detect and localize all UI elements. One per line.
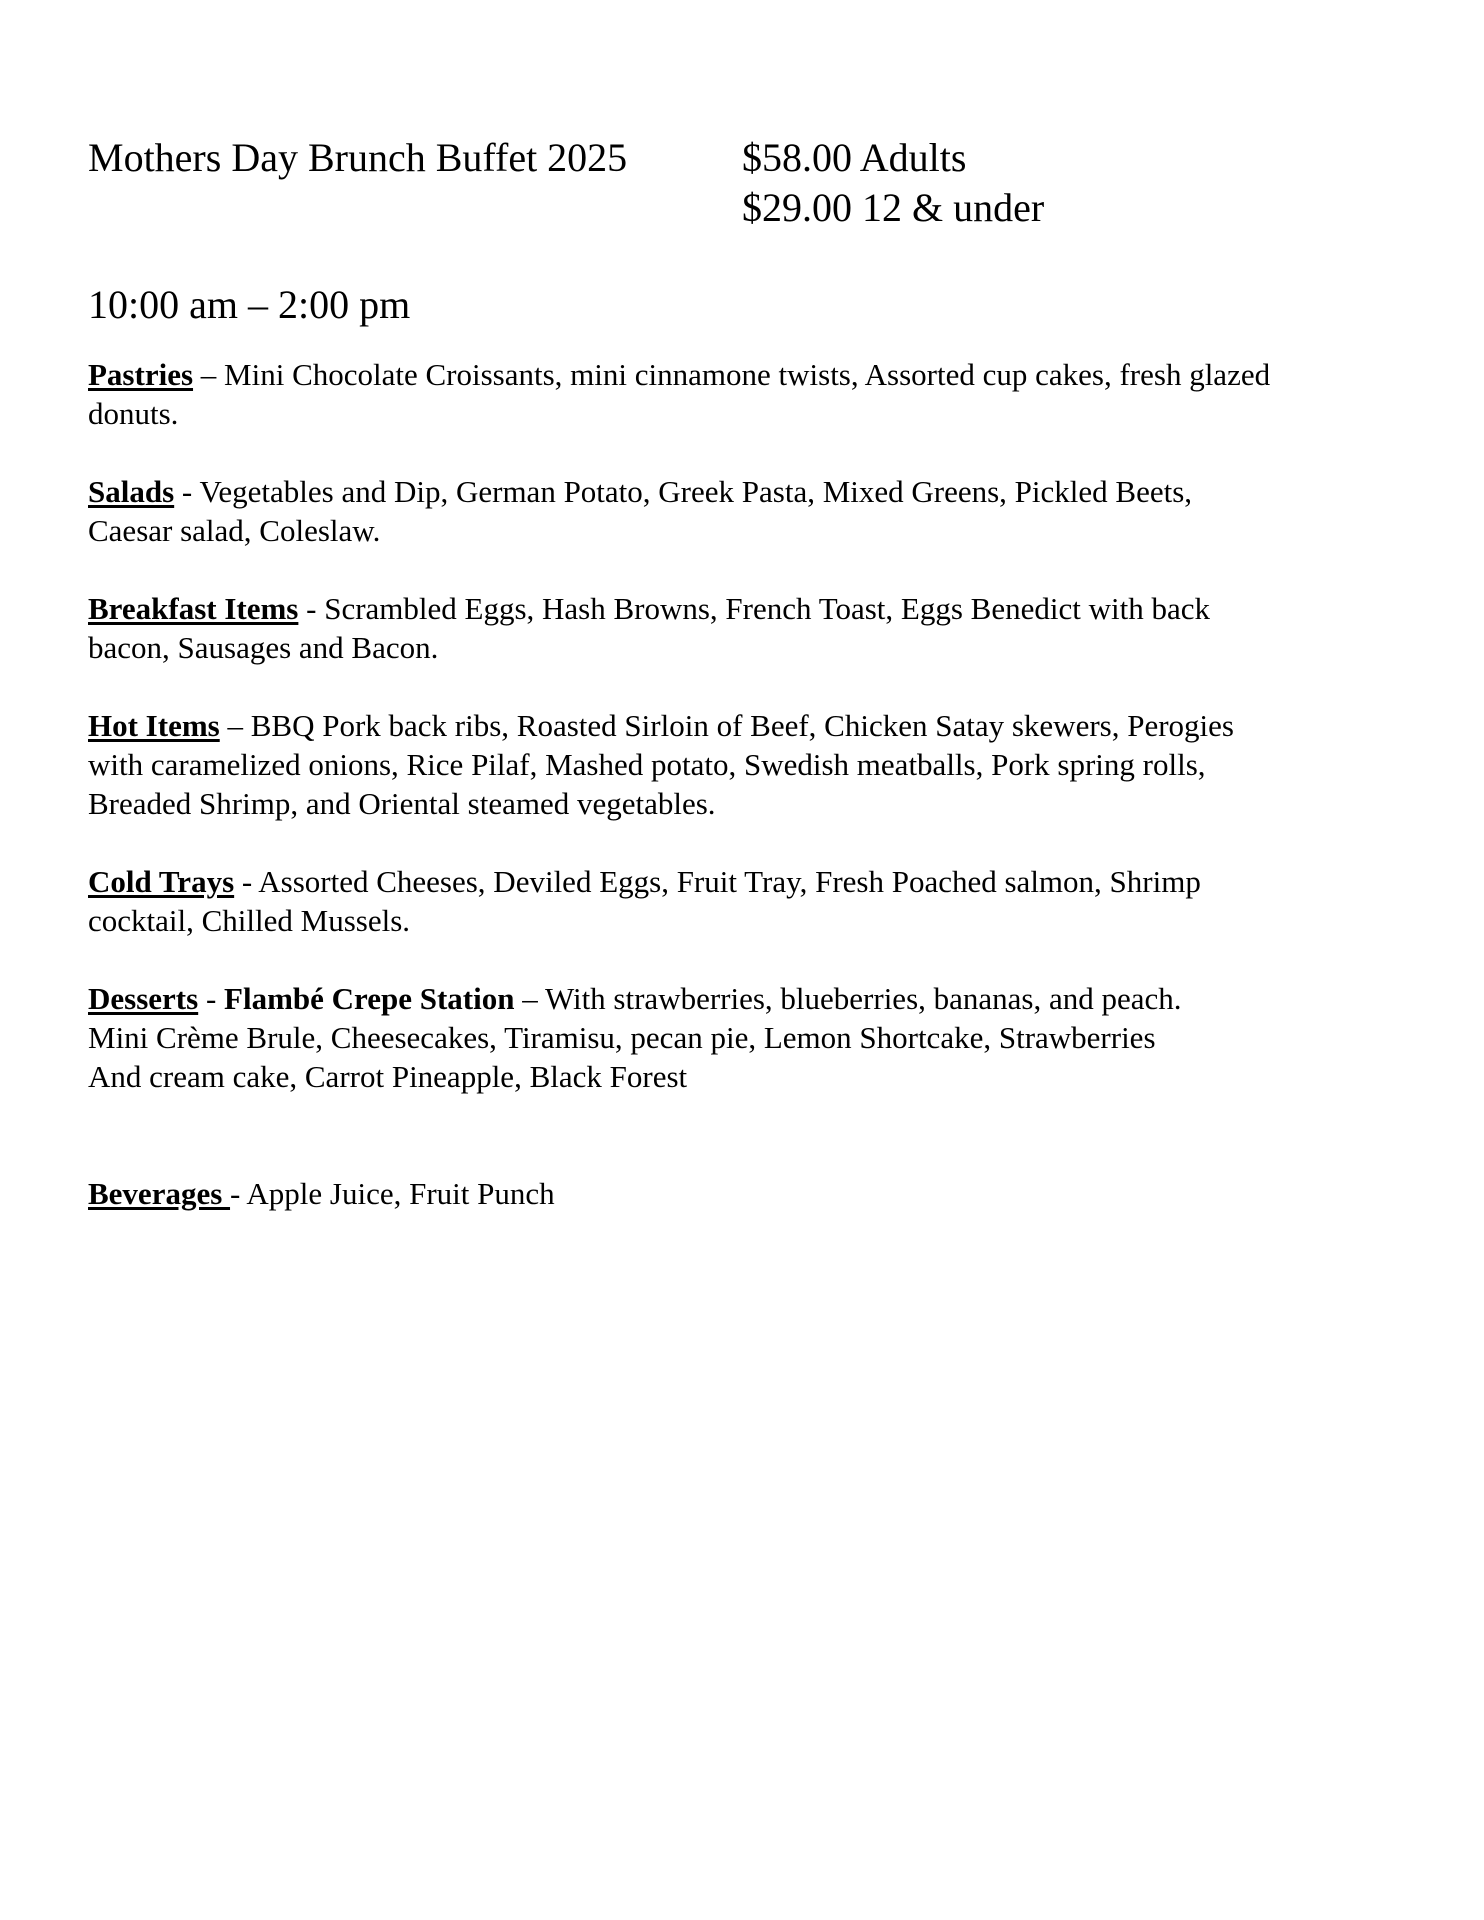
section-pastries (88, 355, 1418, 433)
separator: - (298, 591, 325, 626)
section-line (88, 862, 1418, 901)
section-line (88, 979, 1418, 1018)
section-heading: Hot Items (88, 708, 220, 743)
price-kids: $29.00 12 & under (742, 185, 1045, 230)
item-list: With strawberries, blueberries, bananas, and peach. (544, 981, 1182, 1016)
item-list: Breaded Shrimp, and Oriental steamed vegetables. (88, 786, 716, 821)
section-heading: Beverages (88, 1176, 231, 1211)
item-list: with caramelized onions, Rice Pilaf, Mashed potato, Swedish meatballs, Pork spring rolls, (88, 747, 1206, 782)
item-list: And cream cake, Carrot Pineapple, Black Forest (88, 1059, 688, 1094)
separator: - (234, 864, 259, 899)
item-list: bacon, Sausages and Bacon. (88, 630, 439, 665)
section-salads (88, 472, 1418, 550)
crepe-station-heading: Flambé Crepe Station (224, 981, 515, 1016)
section-desserts (88, 979, 1418, 1096)
section-heading: Desserts (88, 981, 199, 1016)
price-adults: $58.00 Adults (742, 135, 967, 180)
section-line (88, 472, 1418, 511)
section-heading: Cold Trays (88, 864, 235, 899)
item-list: Mini Chocolate Croissants, mini cinnamone twists, Assorted cup cakes, fresh glazed (224, 357, 1271, 392)
separator: - (198, 981, 225, 1016)
item-list: Vegetables and Dip, German Potato, Greek Pasta, Mixed Greens, Pickled Beets, (199, 474, 1193, 509)
section-line (88, 355, 1418, 394)
separator: – (193, 357, 225, 392)
section-line (88, 589, 1418, 628)
section-cold-trays (88, 862, 1418, 940)
item-list: donuts. (88, 396, 179, 431)
item-list: Caesar salad, Coleslaw. (88, 513, 381, 548)
section-hot-items (88, 706, 1418, 823)
section-line (88, 1174, 1418, 1213)
item-list: Scrambled Eggs, Hash Browns, French Toast, Eggs Benedict with back (324, 591, 1210, 626)
separator: - (174, 474, 200, 509)
separator: - (230, 1176, 247, 1211)
section-heading: Pastries (88, 357, 194, 392)
item-list: cocktail, Chilled Mussels. (88, 903, 411, 938)
page-title: Mothers Day Brunch Buffet 2025 (88, 135, 628, 180)
section-beverages (88, 1174, 1418, 1213)
separator: – (219, 708, 251, 743)
section-heading: Breakfast Items (88, 591, 299, 626)
section-breakfast-items (88, 589, 1418, 667)
item-list: Assorted Cheeses, Deviled Eggs, Fruit Tray, Fresh Poached salmon, Shrimp (258, 864, 1201, 899)
section-heading: Salads (88, 474, 175, 509)
serving-hours: 10:00 am – 2:00 pm (88, 282, 411, 327)
separator: – (514, 981, 545, 1016)
item-list: Apple Juice, Fruit Punch (246, 1176, 555, 1211)
section-line (88, 706, 1418, 745)
item-list: Mini Crème Brule, Cheesecakes, Tiramisu, pecan pie, Lemon Shortcake, Strawberries (88, 1020, 1156, 1055)
item-list: BBQ Pork back ribs, Roasted Sirloin of Beef, Chicken Satay skewers, Perogies (250, 708, 1234, 743)
